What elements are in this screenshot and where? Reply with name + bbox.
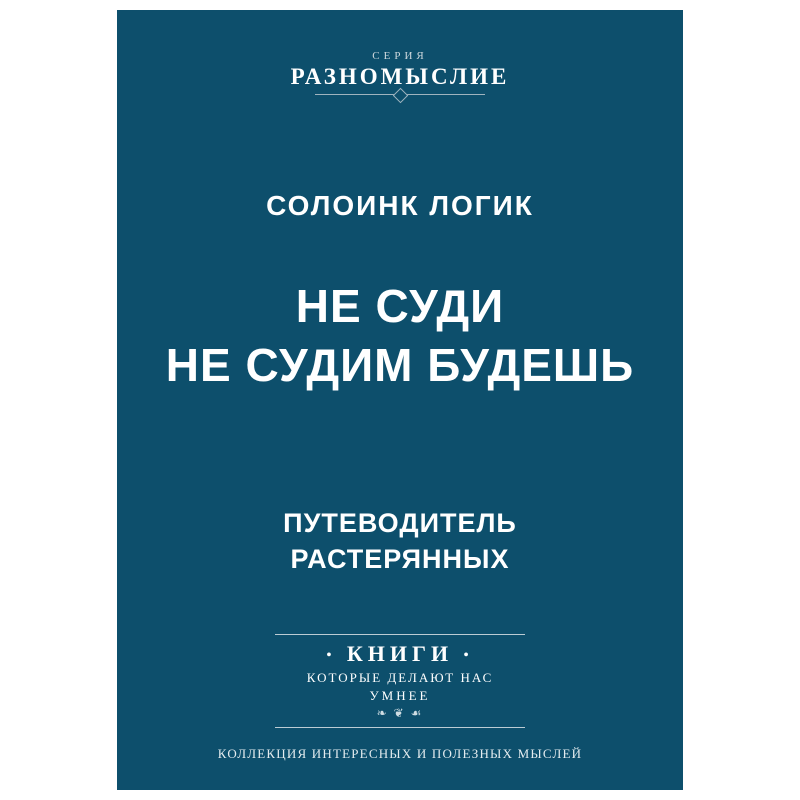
publisher-logo-line-3: УМНЕЕ [369, 688, 431, 703]
logo-dot-left-icon: • [326, 647, 337, 663]
book-title-line-1: НЕ СУДИ [295, 280, 505, 332]
series-label: СЕРИЯ [372, 50, 428, 62]
flourish-icon: ❧ ❦ ☙ [376, 706, 424, 720]
book-subtitle [283, 505, 517, 578]
publisher-logo-word [117, 641, 683, 667]
author-name: СОЛОИНК ЛОГИК [266, 190, 534, 221]
logo-divider-bottom-icon [275, 727, 525, 728]
logo-divider-top-icon [275, 634, 525, 635]
publisher-logo [117, 634, 683, 728]
book-title [166, 277, 634, 395]
logo-dot-right-icon: • [463, 647, 474, 663]
series-divider-icon [315, 94, 485, 95]
book-subtitle-line-1: ПУТЕВОДИТЕЛЬ [283, 507, 517, 538]
publisher-logo-word-text: КНИГИ [346, 641, 454, 666]
series-emblem [117, 50, 683, 95]
book-title-line-2: НЕ СУДИМ БУДЕШЬ [165, 338, 635, 391]
book-subtitle-line-2: РАСТЕРЯННЫХ [290, 544, 510, 575]
book-cover [117, 10, 683, 790]
cover-tagline: КОЛЛЕКЦИЯ ИНТЕРЕСНЫХ И ПОЛЕЗНЫХ МЫСЛЕЙ [217, 746, 583, 761]
series-name: РАЗНОМЫСЛИЕ [290, 64, 510, 89]
publisher-logo-line-2: КОТОРЫЕ ДЕЛАЮТ НАС [306, 670, 494, 685]
